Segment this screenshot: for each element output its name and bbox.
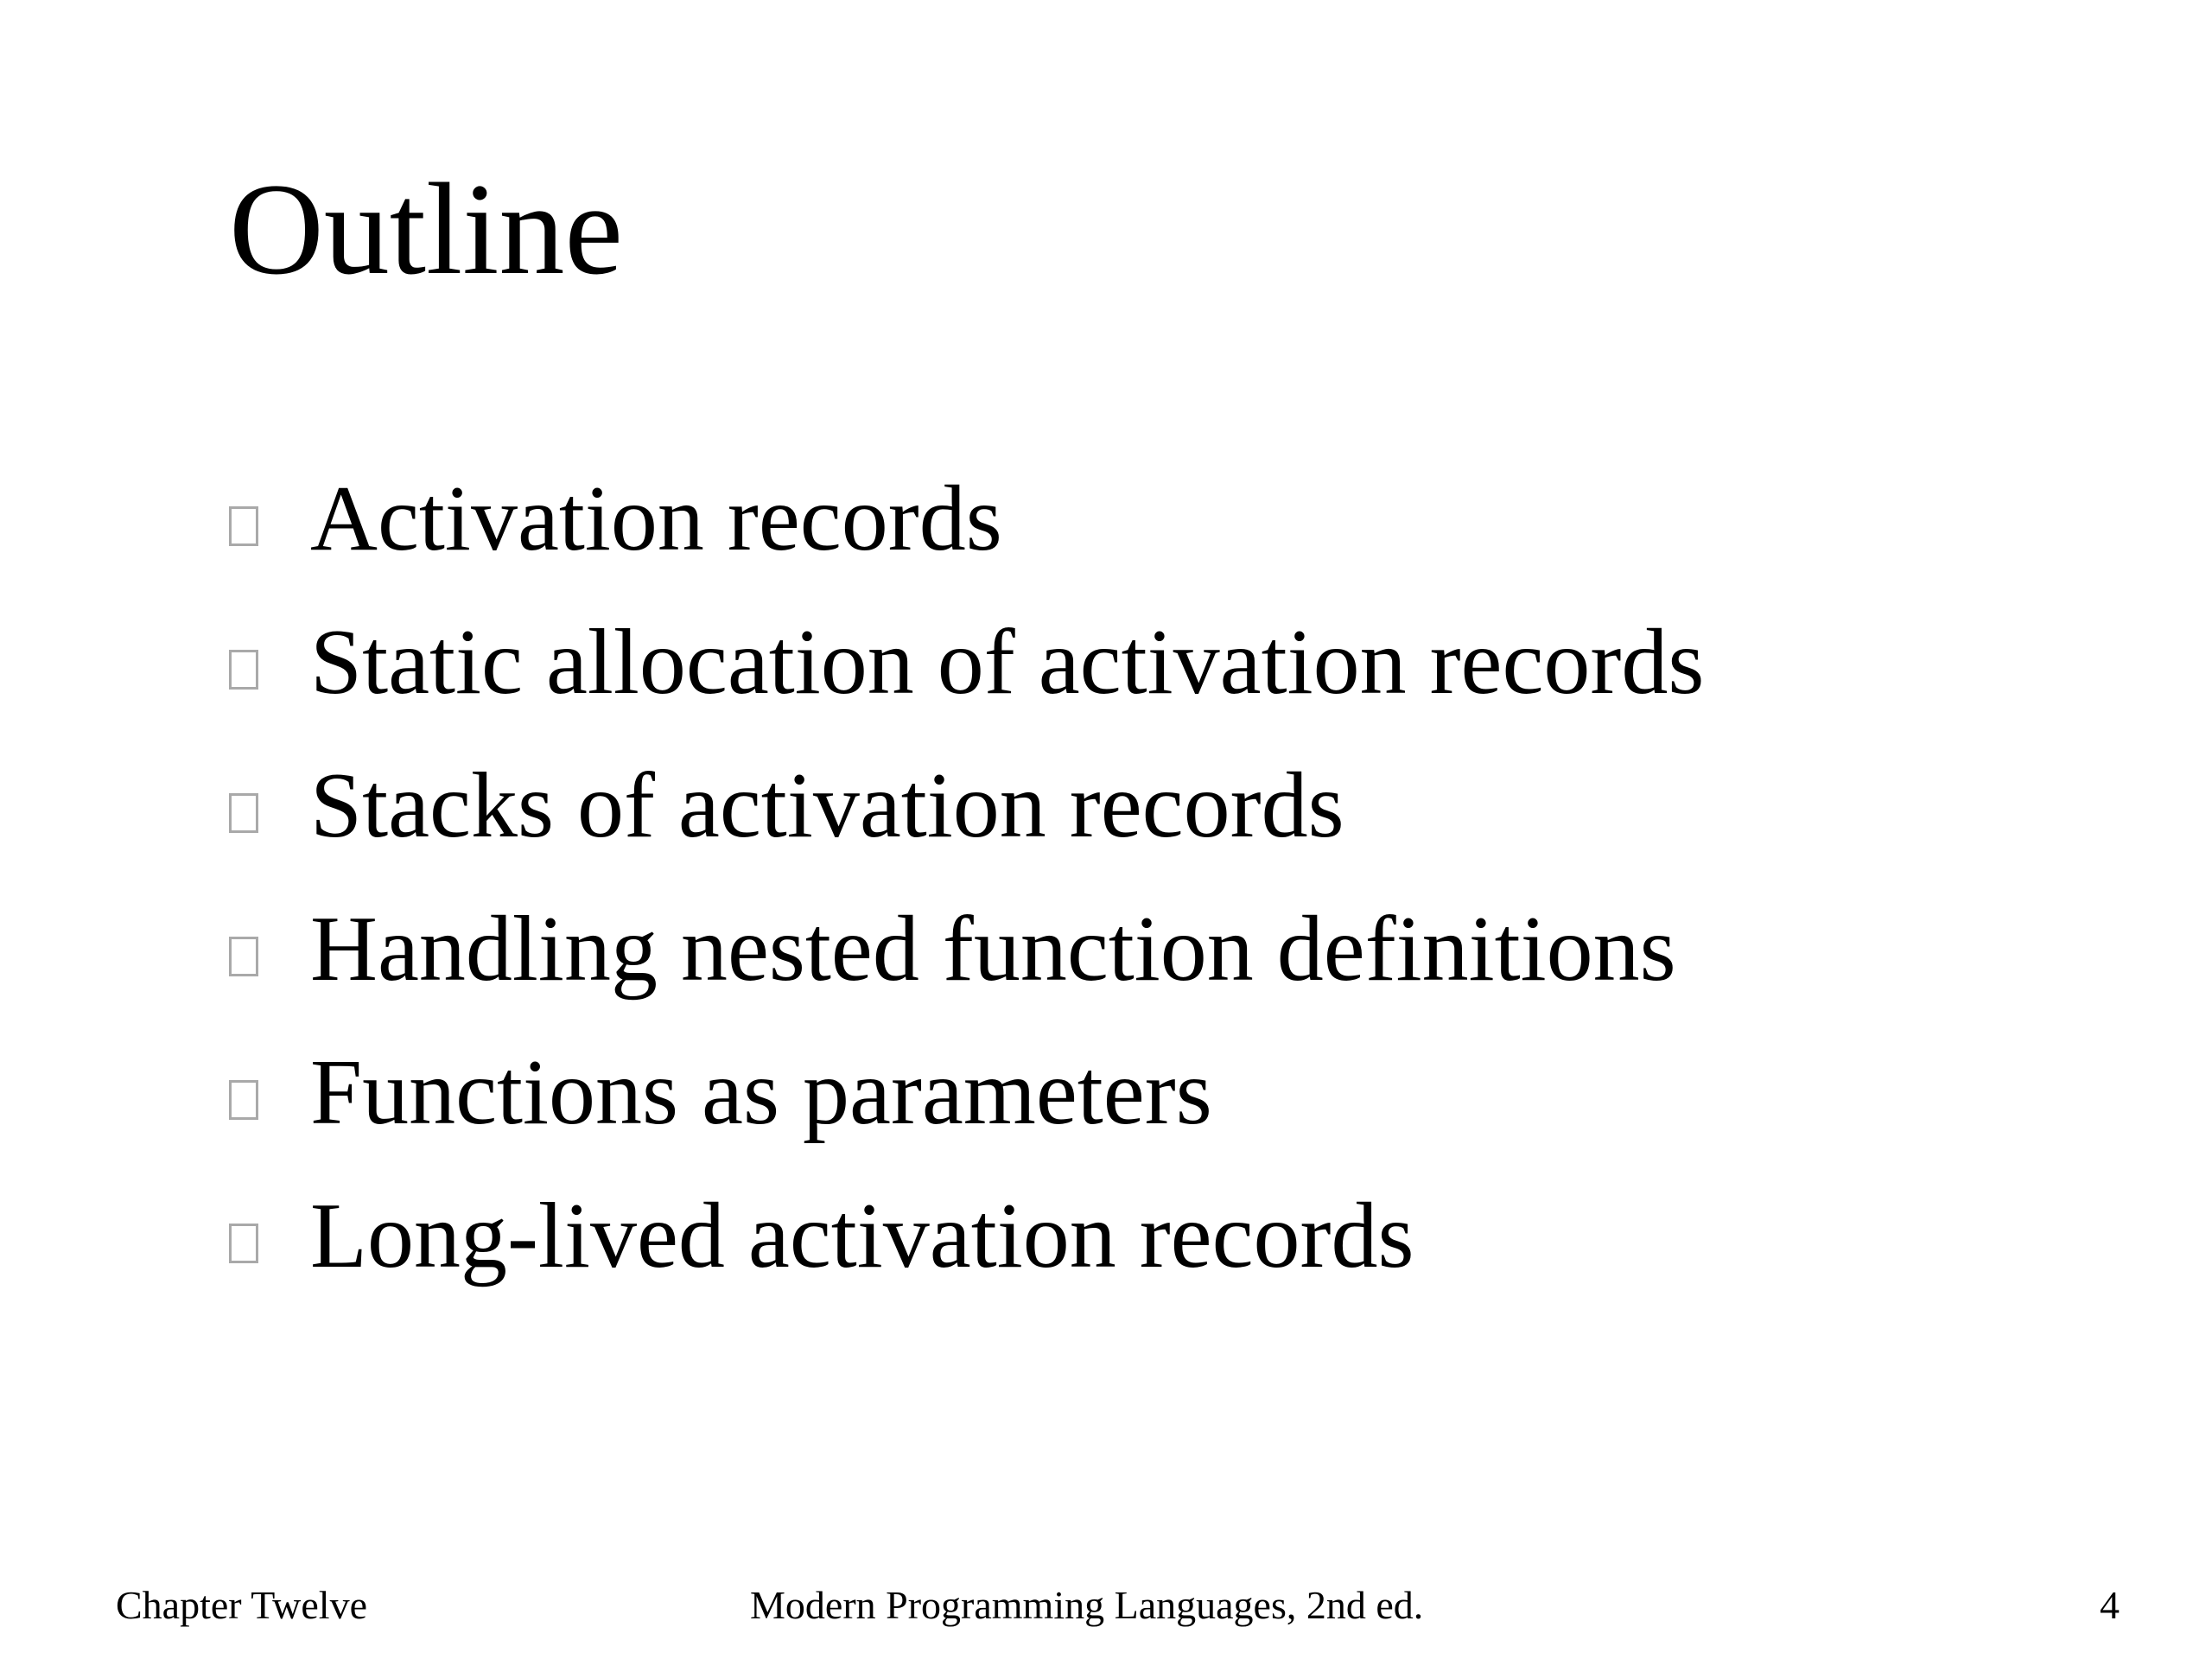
bullet-text: Static allocation of activation records xyxy=(310,611,1705,714)
square-bullet-icon xyxy=(229,937,258,976)
square-bullet-icon xyxy=(229,1224,258,1263)
bullet-item xyxy=(229,1021,1704,1165)
bullet-item xyxy=(229,878,1704,1021)
bullet-item xyxy=(229,448,1704,591)
slide-title: Outline xyxy=(229,156,623,302)
footer-page-number: 4 xyxy=(2100,1583,2120,1627)
square-bullet-icon xyxy=(229,650,258,690)
bullet-item xyxy=(229,1165,1704,1308)
footer-book-title: Modern Programming Languages, 2nd ed. xyxy=(750,1583,1424,1627)
bullet-item xyxy=(229,734,1704,878)
bullet-text: Activation records xyxy=(310,467,1002,570)
bullet-text: Stacks of activation records xyxy=(310,754,1344,857)
bullet-item xyxy=(229,591,1704,734)
square-bullet-icon xyxy=(229,793,258,833)
bullet-text: Functions as parameters xyxy=(310,1041,1212,1144)
square-bullet-icon xyxy=(229,506,258,546)
footer-chapter: Chapter Twelve xyxy=(116,1583,368,1627)
bullet-list xyxy=(229,448,1704,1308)
bullet-text: Long-lived activation records xyxy=(310,1185,1414,1287)
square-bullet-icon xyxy=(229,1080,258,1120)
bullet-text: Handling nested function definitions xyxy=(310,898,1676,1001)
